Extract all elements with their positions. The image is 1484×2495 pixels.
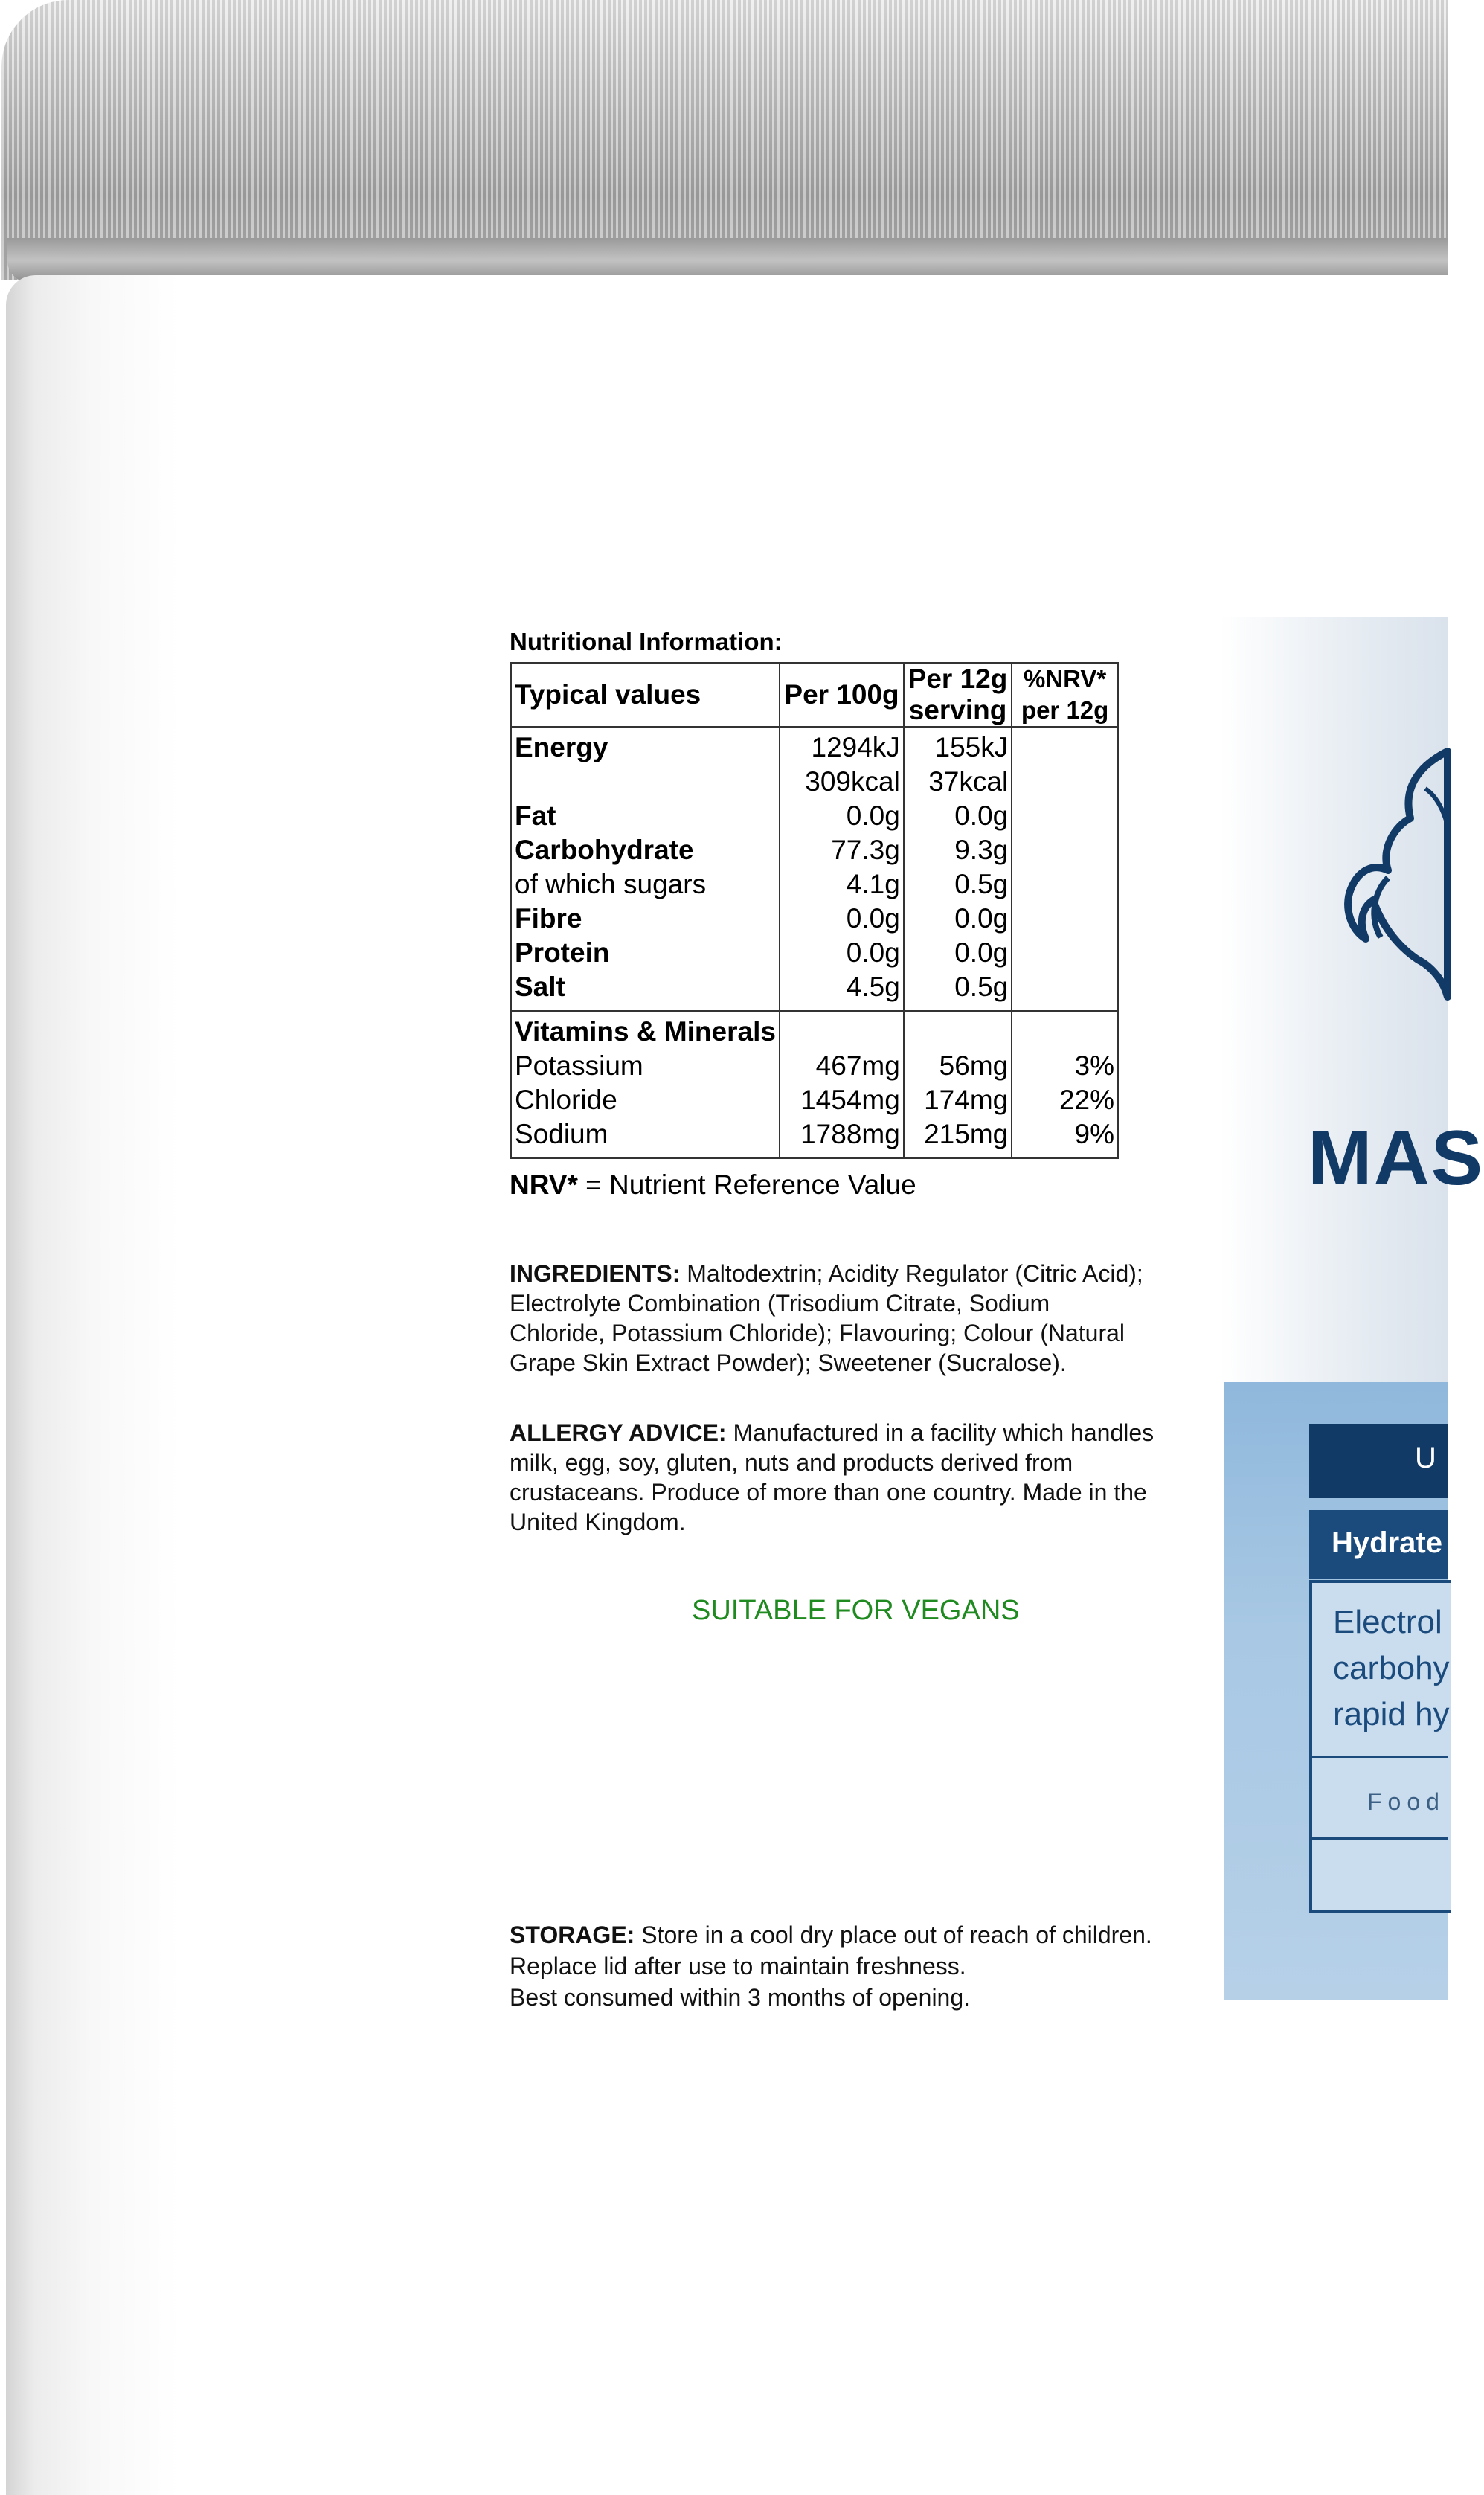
mineral-per12: 56mg bbox=[904, 1049, 1012, 1083]
mineral-per100: 467mg bbox=[780, 1049, 904, 1083]
table-row bbox=[511, 765, 1118, 799]
allergy-text bbox=[510, 1418, 1179, 1537]
nutrient-name: Fibre bbox=[511, 902, 780, 936]
header-per-12g-line1: Per 12g bbox=[908, 664, 1008, 694]
vegan-badge: SUITABLE FOR VEGANS bbox=[692, 1595, 1020, 1626]
header-nrv-line2: per 12g bbox=[1021, 696, 1109, 724]
mineral-per12: 174mg bbox=[904, 1083, 1012, 1117]
nutrient-per100: 0.0g bbox=[780, 936, 904, 970]
ingredients-body: Maltodextrin; Acidity Regulator (Citric Acid); Electrolyte Combination (Trisodium Citrate, Sodium Chloride, Potassium Chloride); Flavouring; Colour (Natural Grape Skin Extract Powder); Sweetener (Sucralose). bbox=[510, 1260, 1143, 1376]
hydrate-banner-text: Hydrate bbox=[1332, 1526, 1442, 1559]
food-label-text: Food bbox=[1367, 1788, 1445, 1815]
table-row bbox=[511, 936, 1118, 970]
nutrient-per12: 37kcal bbox=[904, 765, 1012, 799]
nutrition-header-row bbox=[511, 663, 1118, 727]
nrv-note bbox=[510, 1169, 916, 1201]
table-row bbox=[511, 867, 1118, 902]
allergy-lead: ALLERGY ADVICE: bbox=[510, 1419, 727, 1446]
nutrient-per100: 4.5g bbox=[780, 970, 904, 1011]
nutrient-nrv bbox=[1012, 765, 1118, 799]
nutrient-per100: 1294kJ bbox=[780, 727, 904, 765]
allergy-body: Manufactured in a facility which handles milk, egg, soy, gluten, nuts and products derived from crustaceans. Produce of more than one country. Made in the United Kingdom. bbox=[510, 1419, 1154, 1535]
ingredients-text bbox=[510, 1259, 1149, 1378]
nutrient-name bbox=[511, 765, 780, 799]
nutrient-per12: 0.0g bbox=[904, 936, 1012, 970]
table-row bbox=[511, 833, 1118, 867]
nrv-note-bold: NRV* bbox=[510, 1169, 578, 1200]
header-nrv bbox=[1012, 663, 1118, 727]
nutrition-title: Nutritional Information: bbox=[510, 628, 783, 655]
mineral-name: Sodium bbox=[511, 1117, 780, 1158]
mineral-per100: 1788mg bbox=[780, 1117, 904, 1158]
nrv-note-text: = Nutrient Reference Value bbox=[577, 1169, 916, 1200]
nutrient-nrv bbox=[1012, 799, 1118, 833]
table-row bbox=[511, 1011, 1118, 1049]
nutrient-per12: 0.0g bbox=[904, 902, 1012, 936]
nutrient-per100: 4.1g bbox=[780, 867, 904, 902]
description-text bbox=[1333, 1599, 1452, 1738]
storage-text bbox=[510, 1919, 1224, 2013]
storage-line3: Best consumed within 3 months of opening. bbox=[510, 1984, 971, 2011]
nutrient-nrv bbox=[1012, 833, 1118, 867]
minerals-heading: Vitamins & Minerals bbox=[511, 1011, 780, 1049]
mineral-nrv: 22% bbox=[1012, 1083, 1118, 1117]
table-row bbox=[511, 1049, 1118, 1083]
divider bbox=[1309, 1756, 1448, 1758]
nutrient-name: of which sugars bbox=[511, 867, 780, 902]
horse-logo-icon bbox=[1329, 744, 1448, 1027]
nutrient-name: Carbohydrate bbox=[511, 833, 780, 867]
nutrient-per100: 0.0g bbox=[780, 902, 904, 936]
description-line: Electrol bbox=[1333, 1604, 1442, 1640]
front-label-badge-text: U bbox=[1415, 1442, 1436, 1474]
description-line: rapid hy bbox=[1333, 1696, 1450, 1733]
nutrient-per100: 309kcal bbox=[780, 765, 904, 799]
header-typical-values: Typical values bbox=[511, 663, 780, 727]
nutrient-name: Protein bbox=[511, 936, 780, 970]
mineral-nrv: 3% bbox=[1012, 1049, 1118, 1083]
table-row bbox=[511, 727, 1118, 765]
nutrient-name: Fat bbox=[511, 799, 780, 833]
nutrient-nrv bbox=[1012, 936, 1118, 970]
nutrient-name: Energy bbox=[511, 727, 780, 765]
table-row bbox=[511, 1083, 1118, 1117]
nutrient-per12: 9.3g bbox=[904, 833, 1012, 867]
table-row bbox=[511, 970, 1118, 1011]
nutrient-nrv bbox=[1012, 902, 1118, 936]
nutrient-nrv bbox=[1012, 727, 1118, 765]
brand-name: MAS bbox=[1308, 1115, 1484, 1201]
nutrient-per12: 0.0g bbox=[904, 799, 1012, 833]
mineral-per12: 215mg bbox=[904, 1117, 1012, 1158]
table-row bbox=[511, 799, 1118, 833]
storage-line1: Store in a cool dry place out of reach of children. bbox=[635, 1921, 1152, 1948]
mineral-nrv: 9% bbox=[1012, 1117, 1118, 1158]
ingredients-lead: INGREDIENTS: bbox=[510, 1260, 681, 1287]
nutrient-per12: 0.5g bbox=[904, 970, 1012, 1011]
divider bbox=[1309, 1837, 1448, 1840]
nutrient-per12: 155kJ bbox=[904, 727, 1012, 765]
header-per-100g: Per 100g bbox=[780, 663, 904, 727]
header-nrv-line1: %NRV* bbox=[1023, 665, 1107, 693]
nutrient-name: Salt bbox=[511, 970, 780, 1011]
header-per-12g bbox=[904, 663, 1012, 727]
nutrition-table bbox=[510, 662, 1119, 1159]
nutrient-nrv bbox=[1012, 970, 1118, 1011]
table-row bbox=[511, 1117, 1118, 1158]
nutrient-per100: 77.3g bbox=[780, 833, 904, 867]
mineral-per100: 1454mg bbox=[780, 1083, 904, 1117]
storage-lead: STORAGE: bbox=[510, 1921, 635, 1948]
nutrient-nrv bbox=[1012, 867, 1118, 902]
description-line: carbohy bbox=[1333, 1650, 1450, 1686]
mineral-name: Chloride bbox=[511, 1083, 780, 1117]
table-row bbox=[511, 902, 1118, 936]
header-per-12g-line2: serving bbox=[908, 695, 1007, 725]
nutrient-per12: 0.5g bbox=[904, 867, 1012, 902]
nutrient-per100: 0.0g bbox=[780, 799, 904, 833]
mineral-name: Potassium bbox=[511, 1049, 780, 1083]
storage-line2: Replace lid after use to maintain freshness. bbox=[510, 1953, 966, 1979]
